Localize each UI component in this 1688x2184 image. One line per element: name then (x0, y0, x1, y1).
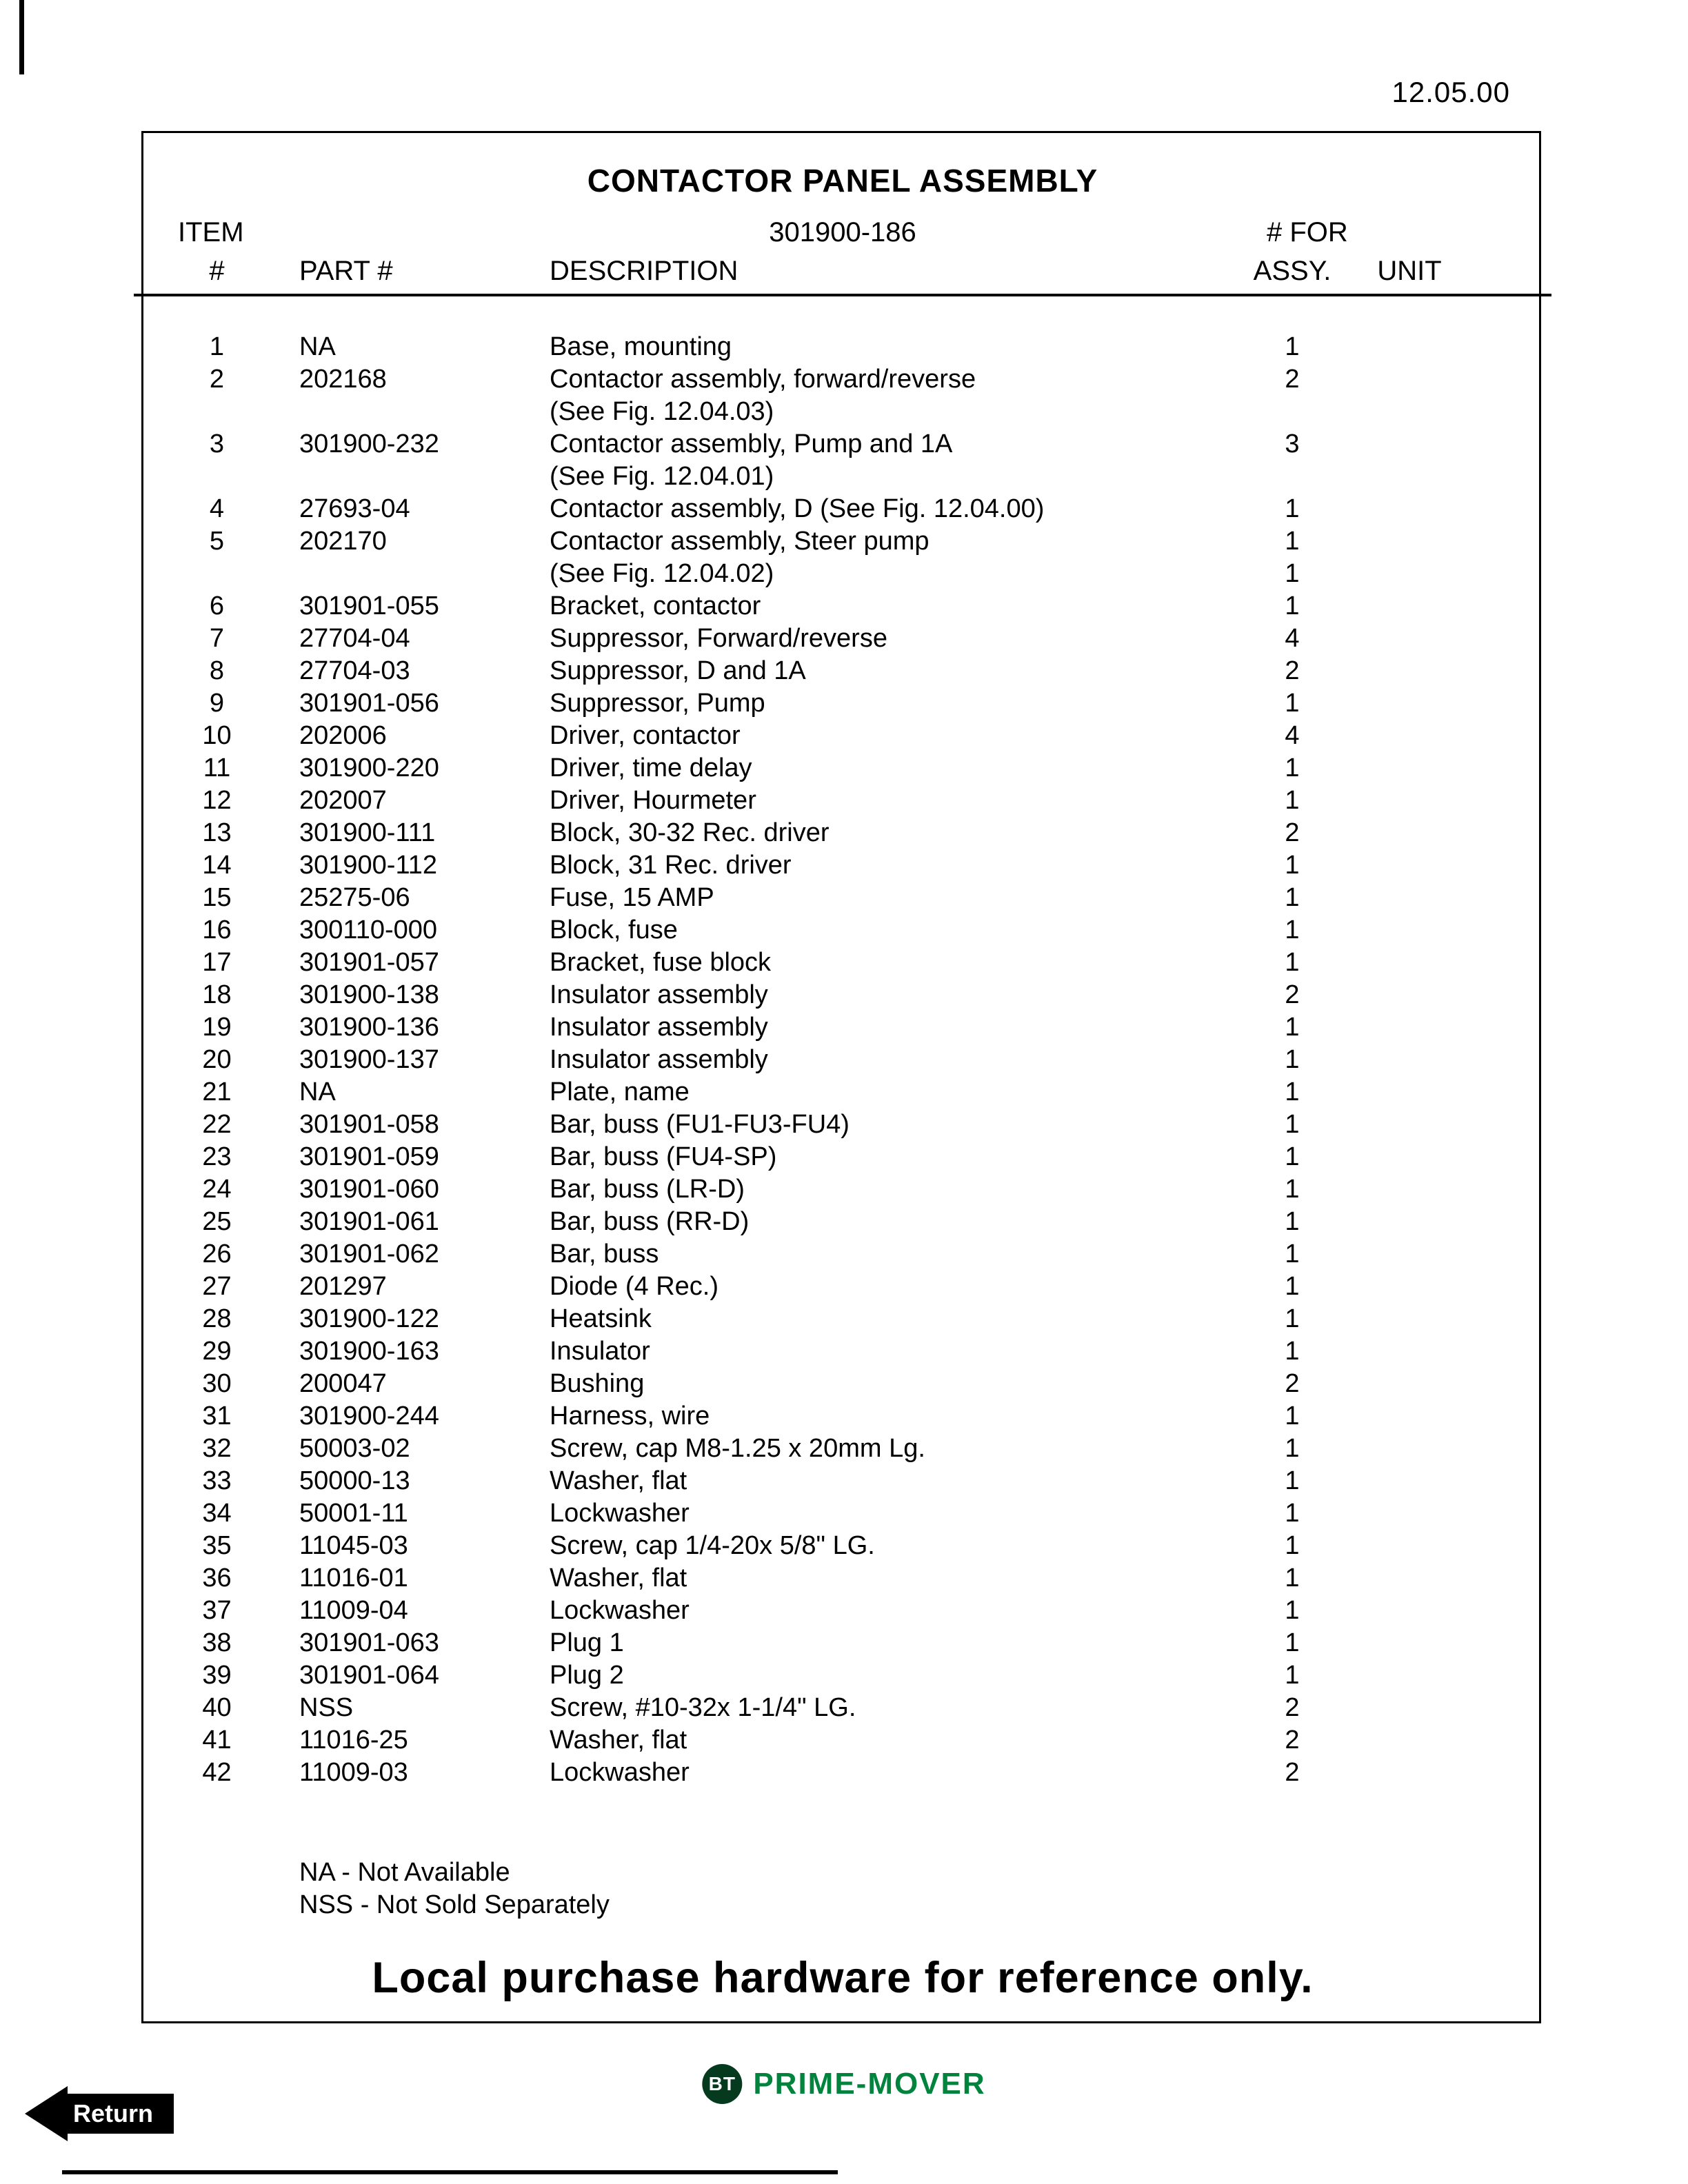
cell-item: 40 (202, 1693, 232, 1722)
cell-desc: Lockwasher (550, 1596, 690, 1625)
cell-part: 11016-25 (299, 1726, 408, 1755)
scan-artifact-left (19, 0, 24, 74)
cell-desc: Bracket, fuse block (550, 948, 772, 977)
cell-desc: Driver, time delay (550, 754, 752, 782)
table-row (174, 1400, 1511, 1433)
cell-unit (1351, 331, 1468, 363)
cell-qty: 4 (1285, 721, 1300, 750)
table-row (174, 979, 1511, 1011)
table-row (174, 1044, 1511, 1076)
cell-part: 301900-122 (299, 1304, 439, 1333)
cell-desc: Washer, flat (550, 1726, 687, 1755)
cell-part: 27704-03 (299, 656, 410, 685)
cell-item: 1 (209, 332, 225, 361)
cell-item: 26 (202, 1240, 232, 1268)
cell-item: 12 (202, 786, 232, 815)
cell-desc: Heatsink (550, 1304, 652, 1333)
cell-part: 301901-064 (299, 1661, 439, 1690)
cell-item: 16 (202, 916, 232, 944)
cell-part: 301901-057 (299, 948, 439, 977)
cell-qty: 1 (1285, 1207, 1300, 1236)
cell-part: 11009-04 (299, 1596, 408, 1625)
cell-qty: 2 (1285, 365, 1300, 394)
footnote-nss: NSS - Not Sold Separately (299, 1890, 610, 1919)
cell-desc: Diode (4 Rec.) (550, 1272, 719, 1301)
assembly-number: 301900-186 (769, 217, 916, 247)
cell-desc: Bar, buss (550, 1240, 659, 1268)
cell-unit (1351, 720, 1468, 752)
cell-part: 11045-03 (299, 1531, 408, 1560)
cell-unit (1351, 493, 1468, 525)
cell-part: 11016-01 (299, 1564, 408, 1593)
table-row (174, 1271, 1511, 1303)
cell-qty: 1 (1285, 1045, 1300, 1074)
cell-unit (1351, 1595, 1468, 1627)
cell-part (260, 558, 550, 590)
cell-unit (1351, 687, 1468, 720)
table-row (174, 1011, 1511, 1044)
cell-item: 7 (209, 624, 225, 653)
cell-desc: Plug 1 (550, 1628, 624, 1657)
cell-desc: Bar, buss (FU4-SP) (550, 1142, 777, 1171)
cell-item: 25 (202, 1207, 232, 1236)
table-row (174, 1627, 1511, 1659)
table-row (174, 1562, 1511, 1595)
cell-qty: 1 (1285, 1466, 1300, 1495)
cell-desc: Bracket, contactor (550, 592, 761, 620)
cell-desc: Screw, cap 1/4-20x 5/8" LG. (550, 1531, 875, 1560)
cell-qty: 2 (1285, 1726, 1300, 1755)
table-row (174, 1206, 1511, 1238)
cell-unit (1351, 1400, 1468, 1433)
cell-desc: Suppressor, Forward/reverse (550, 624, 887, 653)
table-row (174, 1465, 1511, 1497)
cell-qty: 2 (1285, 818, 1300, 847)
cell-qty: 1 (1285, 1661, 1300, 1690)
cell-item: 19 (202, 1013, 232, 1042)
cell-desc: (See Fig. 12.04.02) (550, 559, 774, 588)
cell-item: 21 (202, 1078, 232, 1106)
cell-item: 22 (202, 1110, 232, 1139)
cell-qty: 1 (1285, 916, 1300, 944)
left-arrow-icon (25, 2086, 68, 2141)
cell-unit (1351, 1044, 1468, 1076)
cell-unit (1351, 979, 1468, 1011)
table-row (174, 1173, 1511, 1206)
table-row (174, 849, 1511, 882)
table-row (174, 1497, 1511, 1530)
cell-desc: Contactor assembly, D (See Fig. 12.04.00) (550, 494, 1045, 523)
cell-qty: 1 (1285, 332, 1300, 361)
cell-item: 31 (202, 1402, 232, 1430)
parts-table-body (174, 331, 1511, 1789)
cell-unit (1351, 914, 1468, 947)
table-row (174, 1724, 1511, 1757)
cell-desc: Screw, #10-32x 1-1/4" LG. (550, 1693, 856, 1722)
cell-unit (1351, 1433, 1468, 1465)
cell-desc: Bar, buss (FU1-FU3-FU4) (550, 1110, 850, 1139)
table-row (174, 687, 1511, 720)
cell-unit (1351, 849, 1468, 882)
cell-unit (1351, 428, 1468, 461)
cell-desc: Plate, name (550, 1078, 690, 1106)
cell-qty: 1 (1285, 754, 1300, 782)
footnotes (299, 1857, 1511, 1921)
cell-part: NA (299, 332, 336, 361)
table-row (174, 461, 1511, 493)
cell-item (174, 396, 260, 428)
cell-qty: 1 (1285, 592, 1300, 620)
table-row (174, 817, 1511, 849)
cell-desc: Block, fuse (550, 916, 678, 944)
cell-qty: 3 (1285, 429, 1300, 458)
cell-desc: Lockwasher (550, 1758, 690, 1787)
cell-desc: Bushing (550, 1369, 645, 1398)
cell-part: NSS (299, 1693, 354, 1722)
cell-item: 14 (202, 851, 232, 880)
cell-desc: Contactor assembly, forward/reverse (550, 365, 976, 394)
return-button-label: Return (68, 2094, 174, 2134)
cell-item: 17 (202, 948, 232, 977)
table-row (174, 914, 1511, 947)
cell-item: 6 (209, 592, 225, 620)
cell-part: 301900-112 (299, 851, 438, 880)
cell-part: 202168 (299, 365, 387, 394)
for-column-label: # FOR (1267, 217, 1348, 247)
cell-part: 11009-03 (299, 1758, 408, 1787)
cell-qty: 1 (1285, 1596, 1300, 1625)
cell-part: 301900-136 (299, 1013, 439, 1042)
revision-date: 12.05.00 (1391, 76, 1510, 108)
cell-qty: 1 (1285, 1434, 1300, 1463)
table-row (174, 947, 1511, 979)
table-row (174, 1368, 1511, 1400)
cell-desc: (See Fig. 12.04.01) (550, 462, 774, 491)
cell-qty: 1 (1285, 786, 1300, 815)
cell-qty: 1 (1285, 1337, 1300, 1366)
cell-unit (1351, 1141, 1468, 1173)
table-row (174, 1303, 1511, 1335)
item-column-label: ITEM (178, 217, 244, 247)
table-row (174, 428, 1511, 461)
cell-item: 27 (202, 1272, 232, 1301)
cell-item: 28 (202, 1304, 232, 1333)
cell-qty: 1 (1285, 689, 1300, 718)
table-row (174, 558, 1511, 590)
cell-desc: Insulator assembly (550, 980, 768, 1009)
prime-mover-logo (702, 2064, 985, 2104)
cell-unit (1351, 1659, 1468, 1692)
cell-qty: 1 (1285, 494, 1300, 523)
cell-desc: Bar, buss (RR-D) (550, 1207, 750, 1236)
cell-unit (1351, 1271, 1468, 1303)
cell-desc: Driver, Hourmeter (550, 786, 756, 815)
cell-part: 202170 (299, 527, 387, 556)
cell-item: 38 (202, 1628, 232, 1657)
table-row (174, 655, 1511, 687)
cell-part: 27693-04 (299, 494, 410, 523)
cell-unit (1351, 1530, 1468, 1562)
cell-qty: 1 (1285, 1564, 1300, 1593)
cell-item: 15 (202, 883, 232, 912)
cell-desc: Suppressor, Pump (550, 689, 765, 718)
table-row (174, 1692, 1511, 1724)
cell-qty: 2 (1285, 1369, 1300, 1398)
table-row (174, 396, 1511, 428)
cell-item: 9 (209, 689, 225, 718)
cell-item: 42 (202, 1758, 232, 1787)
cell-part: 25275-06 (299, 883, 410, 912)
cell-item: 5 (209, 527, 225, 556)
table-row (174, 1141, 1511, 1173)
cell-part: 200047 (299, 1369, 387, 1398)
cell-part: 301900-137 (299, 1045, 439, 1074)
cell-desc: Base, mounting (550, 332, 732, 361)
prime-mover-logo-text: PRIME-MOVER (753, 2067, 986, 2101)
cell-unit (1351, 1173, 1468, 1206)
cell-part (260, 461, 550, 493)
cell-unit (1351, 1076, 1468, 1109)
table-row (174, 1109, 1511, 1141)
column-header-unit: UNIT (1377, 256, 1442, 286)
cell-desc: Washer, flat (550, 1564, 687, 1593)
cell-qty: 1 (1285, 1240, 1300, 1268)
scan-artifact-bottom (62, 2170, 838, 2174)
table-row (174, 1238, 1511, 1271)
cell-unit (1351, 396, 1468, 428)
cell-unit (1351, 1335, 1468, 1368)
cell-part: 202006 (299, 721, 387, 750)
table-header-line2 (174, 217, 1511, 250)
cell-qty: 1 (1285, 1272, 1300, 1301)
table-row (174, 1757, 1511, 1789)
cell-unit (1351, 1757, 1468, 1789)
cell-qty: 2 (1285, 1693, 1300, 1722)
cell-unit (1351, 623, 1468, 655)
column-header-part: PART # (299, 256, 393, 286)
cell-qty: 1 (1285, 1078, 1300, 1106)
cell-qty: 1 (1285, 851, 1300, 880)
cell-desc: Harness, wire (550, 1402, 710, 1430)
cell-desc: Contactor assembly, Pump and 1A (550, 429, 953, 458)
cell-qty: 1 (1285, 1499, 1300, 1528)
reference-statement: Local purchase hardware for reference only. (372, 1954, 1314, 2002)
cell-item: 32 (202, 1434, 232, 1463)
footnote-na: NA - Not Available (299, 1858, 510, 1887)
cell-unit (1351, 558, 1468, 590)
cell-desc: Suppressor, D and 1A (550, 656, 806, 685)
cell-unit (1351, 461, 1468, 493)
column-header-description: DESCRIPTION (550, 256, 738, 286)
cell-unit (1351, 785, 1468, 817)
cell-unit (1351, 1497, 1468, 1530)
cell-unit (1351, 590, 1468, 623)
cell-part: NA (299, 1078, 336, 1106)
cell-part: 301901-056 (299, 689, 439, 718)
cell-part: 301901-055 (299, 592, 439, 620)
cell-part: 301900-138 (299, 980, 439, 1009)
table-row (174, 752, 1511, 785)
cell-item: 35 (202, 1531, 232, 1560)
cell-item: 10 (202, 721, 232, 750)
cell-item: 11 (203, 754, 231, 782)
cell-qty: 1 (1285, 1013, 1300, 1042)
cell-qty: 2 (1285, 656, 1300, 685)
cell-unit (1351, 752, 1468, 785)
cell-desc: (See Fig. 12.04.03) (550, 397, 774, 426)
cell-item: 24 (202, 1175, 232, 1204)
cell-qty: 2 (1285, 980, 1300, 1009)
table-row (174, 525, 1511, 558)
cell-qty: 1 (1285, 883, 1300, 912)
cell-qty: 1 (1285, 1142, 1300, 1171)
cell-desc: Block, 30-32 Rec. driver (550, 818, 830, 847)
cell-unit (1351, 525, 1468, 558)
cell-item: 20 (202, 1045, 232, 1074)
cell-unit (1351, 1465, 1468, 1497)
cell-unit (1351, 1724, 1468, 1757)
cell-unit (1351, 1368, 1468, 1400)
cell-desc: Washer, flat (550, 1466, 687, 1495)
cell-item: 39 (202, 1661, 232, 1690)
bt-logo-icon: BT (702, 2064, 742, 2104)
return-button[interactable] (25, 2086, 174, 2141)
cell-part: 50001-11 (299, 1499, 408, 1528)
cell-unit (1351, 817, 1468, 849)
table-row (174, 363, 1511, 396)
cell-desc: Plug 2 (550, 1661, 624, 1690)
cell-item: 33 (202, 1466, 232, 1495)
cell-unit (1351, 882, 1468, 914)
cell-unit (1351, 1109, 1468, 1141)
cell-part: 301900-220 (299, 754, 439, 782)
cell-qty: 1 (1285, 1304, 1300, 1333)
cell-qty: 1 (1285, 527, 1300, 556)
cell-item: 29 (202, 1337, 232, 1366)
cell-unit (1351, 1562, 1468, 1595)
cell-desc: Lockwasher (550, 1499, 690, 1528)
cell-item: 2 (209, 365, 225, 394)
cell-unit (1351, 1627, 1468, 1659)
table-row (174, 493, 1511, 525)
cell-desc: Insulator assembly (550, 1013, 768, 1042)
cell-part: 50003-02 (299, 1434, 410, 1463)
cell-part: 301901-062 (299, 1240, 439, 1268)
cell-part: 301901-058 (299, 1110, 439, 1139)
table-row (174, 785, 1511, 817)
cell-qty: 1 (1285, 1628, 1300, 1657)
column-header-assy: ASSY. (1253, 256, 1332, 286)
cell-part: 301901-059 (299, 1142, 439, 1171)
cell-qty (1234, 461, 1351, 493)
cell-unit (1351, 1011, 1468, 1044)
cell-unit (1351, 1303, 1468, 1335)
table-row (174, 623, 1511, 655)
cell-qty: 1 (1285, 1110, 1300, 1139)
cell-item: 36 (202, 1564, 232, 1593)
table-row (174, 882, 1511, 914)
cell-part: 202007 (299, 786, 387, 815)
cell-part: 201297 (299, 1272, 387, 1301)
cell-item: 23 (202, 1142, 232, 1171)
parts-table-frame (141, 131, 1541, 2023)
table-row (174, 1595, 1511, 1627)
cell-qty: 1 (1285, 948, 1300, 977)
column-header-item: # (209, 256, 225, 286)
header-separator-line (134, 294, 1551, 296)
cell-desc: Block, 31 Rec. driver (550, 851, 792, 880)
cell-qty: 1 (1285, 559, 1300, 588)
cell-item (174, 558, 260, 590)
cell-item (174, 461, 260, 493)
cell-part: 301900-244 (299, 1402, 439, 1430)
table-row (174, 1076, 1511, 1109)
cell-item: 13 (202, 818, 232, 847)
page-title: CONTACTOR PANEL ASSEMBLY (587, 163, 1098, 199)
table-row (174, 720, 1511, 752)
cell-part: 301900-232 (299, 429, 439, 458)
cell-unit (1351, 1692, 1468, 1724)
cell-item: 41 (202, 1726, 232, 1755)
cell-item: 34 (202, 1499, 232, 1528)
cell-item: 3 (209, 429, 225, 458)
cell-item: 30 (202, 1369, 232, 1398)
table-row (174, 1433, 1511, 1465)
cell-unit (1351, 363, 1468, 396)
cell-desc: Screw, cap M8-1.25 x 20mm Lg. (550, 1434, 925, 1463)
cell-desc: Fuse, 15 AMP (550, 883, 714, 912)
cell-desc: Driver, contactor (550, 721, 741, 750)
cell-desc: Bar, buss (LR-D) (550, 1175, 745, 1204)
cell-part: 301901-060 (299, 1175, 439, 1204)
table-row (174, 1335, 1511, 1368)
cell-part: 301901-061 (299, 1207, 439, 1236)
cell-qty: 2 (1285, 1758, 1300, 1787)
cell-qty: 4 (1285, 624, 1300, 653)
cell-unit (1351, 947, 1468, 979)
cell-part: 50000-13 (299, 1466, 410, 1495)
cell-part: 300110-000 (299, 916, 438, 944)
cell-qty: 1 (1285, 1402, 1300, 1430)
table-row (174, 590, 1511, 623)
cell-desc: Contactor assembly, Steer pump (550, 527, 930, 556)
cell-unit (1351, 1238, 1468, 1271)
cell-part: 27704-04 (299, 624, 410, 653)
cell-desc: Insulator assembly (550, 1045, 768, 1074)
cell-part (260, 396, 550, 428)
cell-part: 301900-163 (299, 1337, 439, 1366)
table-column-headers (174, 256, 1511, 287)
cell-unit (1351, 1206, 1468, 1238)
cell-item: 8 (209, 656, 225, 685)
cell-unit (1351, 655, 1468, 687)
cell-qty: 1 (1285, 1175, 1300, 1204)
cell-desc: Insulator (550, 1337, 650, 1366)
cell-item: 37 (202, 1596, 232, 1625)
cell-part: 301901-063 (299, 1628, 439, 1657)
cell-item: 4 (209, 494, 225, 523)
cell-part: 301900-111 (299, 818, 436, 847)
table-row (174, 1530, 1511, 1562)
table-row (174, 331, 1511, 363)
cell-qty (1234, 396, 1351, 428)
table-row (174, 1659, 1511, 1692)
cell-item: 18 (202, 980, 232, 1009)
cell-qty: 1 (1285, 1531, 1300, 1560)
